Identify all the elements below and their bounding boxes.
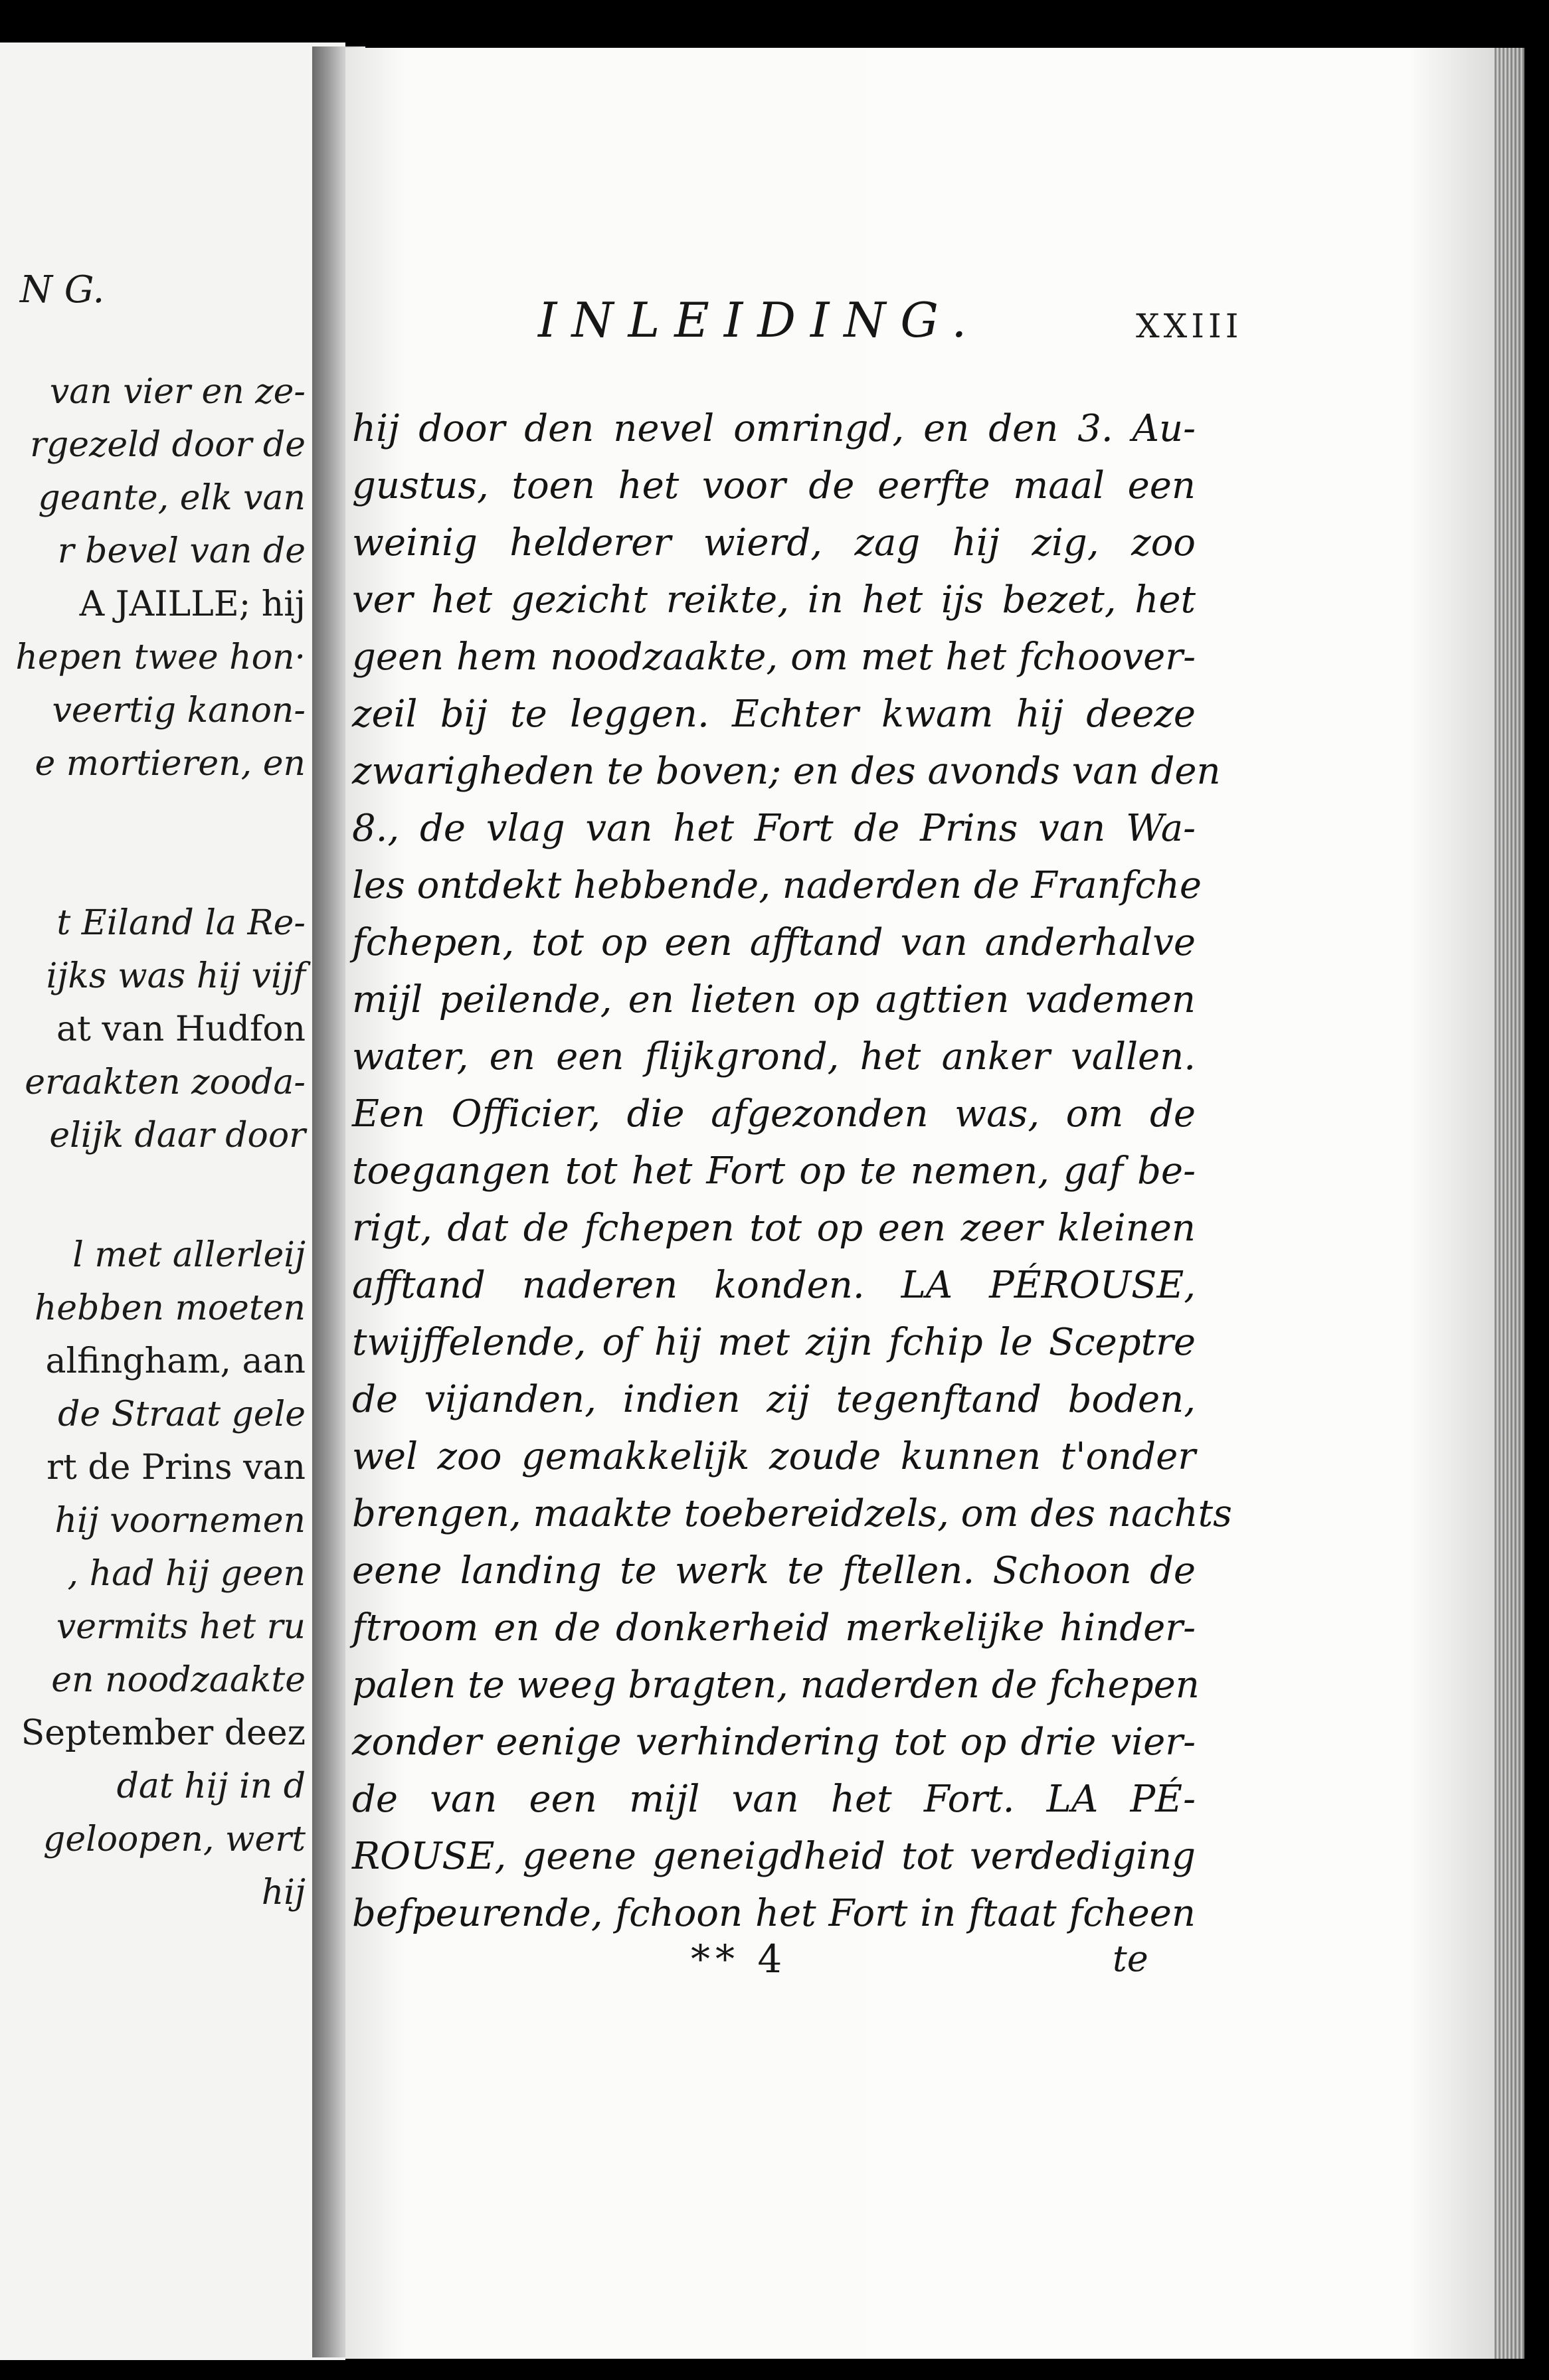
left-page-line: hij bbox=[261, 1873, 306, 1912]
text-line: Een Officier, die afgezonden was, om de bbox=[352, 1092, 1196, 1136]
text-line: ROUSE, geene geneigdheid tot verdediging bbox=[352, 1835, 1196, 1878]
left-page-line: geloopen, wert bbox=[43, 1820, 306, 1859]
text-line: de vijanden, indien zij tegenftand boden, bbox=[352, 1378, 1196, 1421]
text-line: ftroom en de donkerheid merkelijke hinder- bbox=[352, 1606, 1196, 1650]
left-page bbox=[0, 42, 345, 2360]
left-page-line: van vier en ze- bbox=[49, 372, 306, 412]
text-line: zwarigheden te boven; en des avonds van den bbox=[352, 750, 1221, 793]
text-line: mijl peilende, en lieten op agttien vademen bbox=[352, 978, 1196, 1021]
left-page-line: at van Hudfon bbox=[56, 1009, 306, 1049]
left-page-line: en noodzaakte bbox=[51, 1660, 306, 1700]
catchword: te bbox=[1113, 1938, 1148, 1980]
left-page-line: rt de Prins van bbox=[46, 1448, 306, 1488]
page-number: XXIII bbox=[1136, 307, 1243, 345]
left-page-line: e mortieren, en bbox=[35, 744, 306, 784]
left-page-line: vermits het ru bbox=[56, 1607, 306, 1647]
left-page-header: N G. bbox=[20, 268, 105, 311]
text-line: water, en een flijkgrond, het anker vallen. bbox=[352, 1035, 1196, 1078]
left-page-line: geante, elk van bbox=[38, 478, 306, 518]
left-page-line: rgezeld door de bbox=[30, 425, 306, 465]
right-page bbox=[345, 48, 1524, 2359]
left-page-line: t Eiland la Re- bbox=[56, 903, 306, 943]
text-line: gustus, toen het voor de eerfte maal een bbox=[352, 464, 1196, 507]
text-line: wel zoo gemakkelijk zoude kunnen t'onder bbox=[352, 1435, 1196, 1478]
text-line: befpeurende, fchoon het Fort in ftaat fcheen bbox=[352, 1892, 1196, 1935]
left-page-line: r bevel van de bbox=[57, 531, 306, 571]
body-text bbox=[345, 48, 1524, 2359]
left-page-line: de Straat gele bbox=[58, 1395, 306, 1434]
signature-mark: ** 4 bbox=[691, 1936, 788, 1982]
left-page-line: veertig kanon- bbox=[52, 691, 306, 730]
left-page-line: l met allerleij bbox=[72, 1235, 306, 1275]
text-line: zeil bij te leggen. Echter kwam hij deeze bbox=[352, 693, 1196, 736]
text-line: twijffelende, of hij met zijn fchip le Sceptre bbox=[352, 1321, 1196, 1364]
text-line: de van een mijl van het Fort. LA PÉ- bbox=[352, 1778, 1196, 1821]
text-line: les ontdekt hebbende, naderden de Franfche bbox=[352, 864, 1202, 907]
text-line: rigt, dat de fchepen tot op een zeer kleinen bbox=[352, 1207, 1196, 1250]
left-page-line: hij voornemen bbox=[54, 1501, 306, 1541]
text-line: 8., de vlag van het Fort de Prins van Wa- bbox=[352, 807, 1196, 850]
left-page-line: hepen twee hon· bbox=[15, 638, 306, 677]
text-line: toegangen tot het Fort op te nemen, gaf be- bbox=[352, 1149, 1196, 1193]
text-line: eene landing te werk te ftellen. Schoon de bbox=[352, 1549, 1196, 1592]
text-line: fchepen, tot op een afftand van anderhalve bbox=[352, 921, 1196, 964]
left-page-line: hebben moeten bbox=[34, 1288, 306, 1328]
text-line: ver het gezicht reikte, in het ijs bezet, het bbox=[352, 578, 1196, 622]
text-line: geen hem noodzaakte, om met het fchoover- bbox=[352, 636, 1196, 679]
left-page-line: elijk daar door bbox=[49, 1116, 306, 1155]
left-page-line: ijks was hij vijf bbox=[46, 956, 306, 996]
left-page-line: , had hij geen bbox=[67, 1554, 306, 1594]
running-title: INLEIDING. bbox=[538, 292, 982, 348]
text-line: zonder eenige verhindering tot op drie vier- bbox=[352, 1721, 1196, 1764]
left-page-line: eraakten zooda- bbox=[25, 1062, 306, 1102]
left-page-line: alfingham, aan bbox=[45, 1341, 306, 1381]
left-page-line: A JAILLE; hij bbox=[79, 584, 306, 624]
left-page-line: dat hij in d bbox=[116, 1766, 306, 1806]
text-line: hij door den nevel omringd, en den 3. Au- bbox=[352, 407, 1196, 450]
text-line: palen te weeg bragten, naderden de fchepen bbox=[352, 1663, 1200, 1707]
text-line: brengen, maakte toebereidzels, om des nachts bbox=[352, 1492, 1232, 1535]
left-page-line: September deez bbox=[21, 1713, 306, 1753]
page-edge-stack bbox=[1495, 48, 1524, 2359]
text-line: weinig helderer wierd, zag hij zig, zoo bbox=[352, 521, 1196, 564]
text-line: afftand naderen konden. LA PÉROUSE, bbox=[352, 1264, 1196, 1307]
